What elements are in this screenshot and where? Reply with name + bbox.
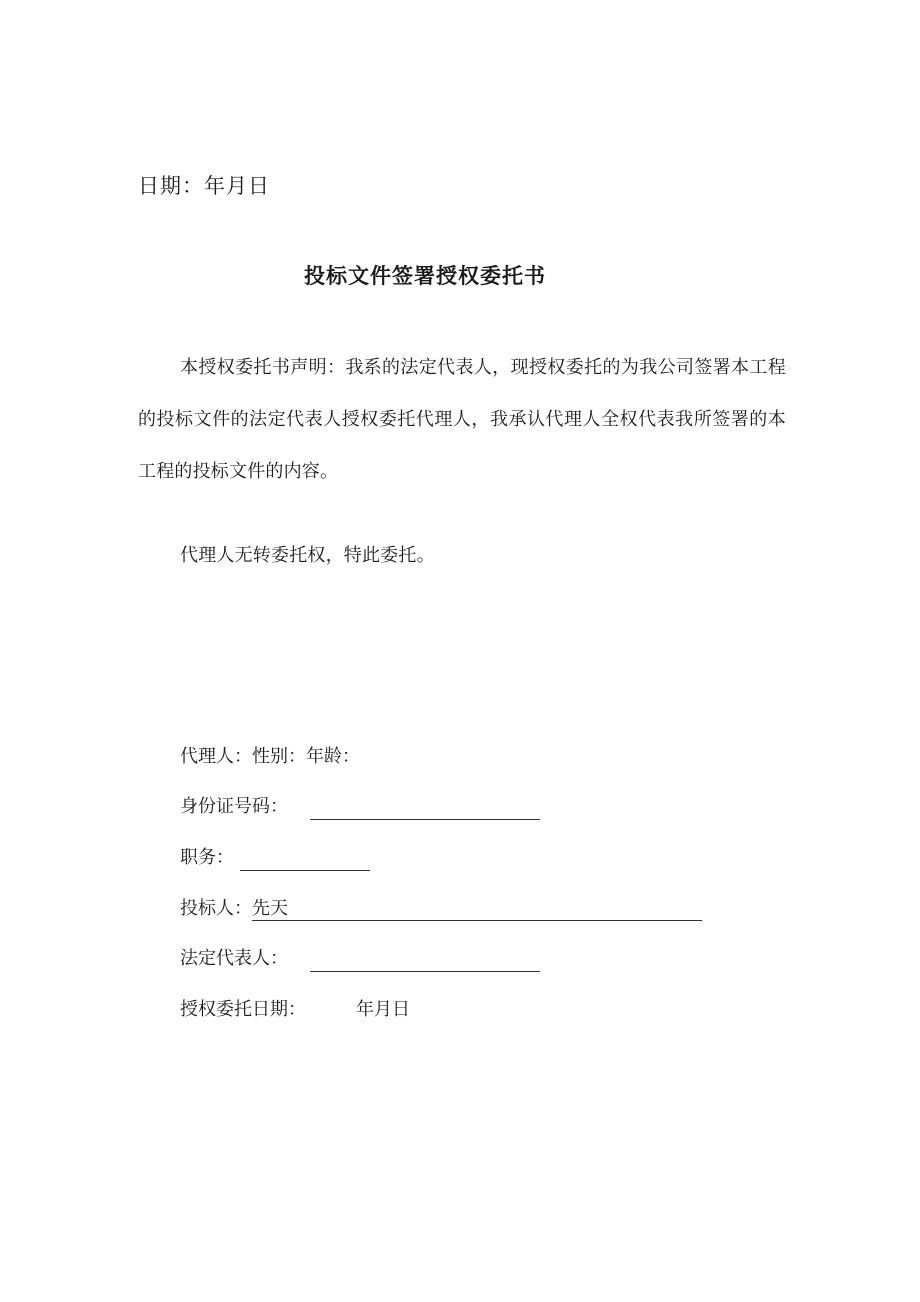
auth-date-value: 年月日 <box>356 999 410 1020</box>
legal-rep-label: 法定代表人： <box>180 948 288 969</box>
id-number-line <box>180 794 540 820</box>
legal-rep-line <box>180 946 540 972</box>
document-title: 投标文件签署授权委托书 <box>304 264 546 288</box>
position-line <box>180 845 370 871</box>
position-blank <box>240 850 370 871</box>
bidder-value: 先天 <box>252 898 702 921</box>
auth-date-label: 授权委托日期： <box>180 999 306 1020</box>
bidder-line <box>180 896 702 922</box>
legal-rep-blank <box>310 951 540 972</box>
id-number-label: 身份证号码： <box>180 796 288 817</box>
agent-info-label: 代理人：性别：年龄： <box>180 746 360 767</box>
position-label: 职务： <box>180 847 234 868</box>
bidder-label: 投标人： <box>180 898 252 919</box>
date-header: 日期：年月日 <box>138 174 270 198</box>
id-number-blank <box>310 799 540 820</box>
agent-info-line <box>180 744 360 770</box>
no-subdelegation-paragraph: 代理人无转委托权，特此委托。 <box>180 545 435 566</box>
declaration-paragraph: 本授权委托书声明：我系的法定代表人，现授权委托的为我公司签署本工程的投标文件的法定代表人授权委托代理人，我承认代理人全权代表我所签署的本工程的投标文件的内容。 <box>138 357 786 482</box>
auth-date-line <box>180 997 410 1023</box>
